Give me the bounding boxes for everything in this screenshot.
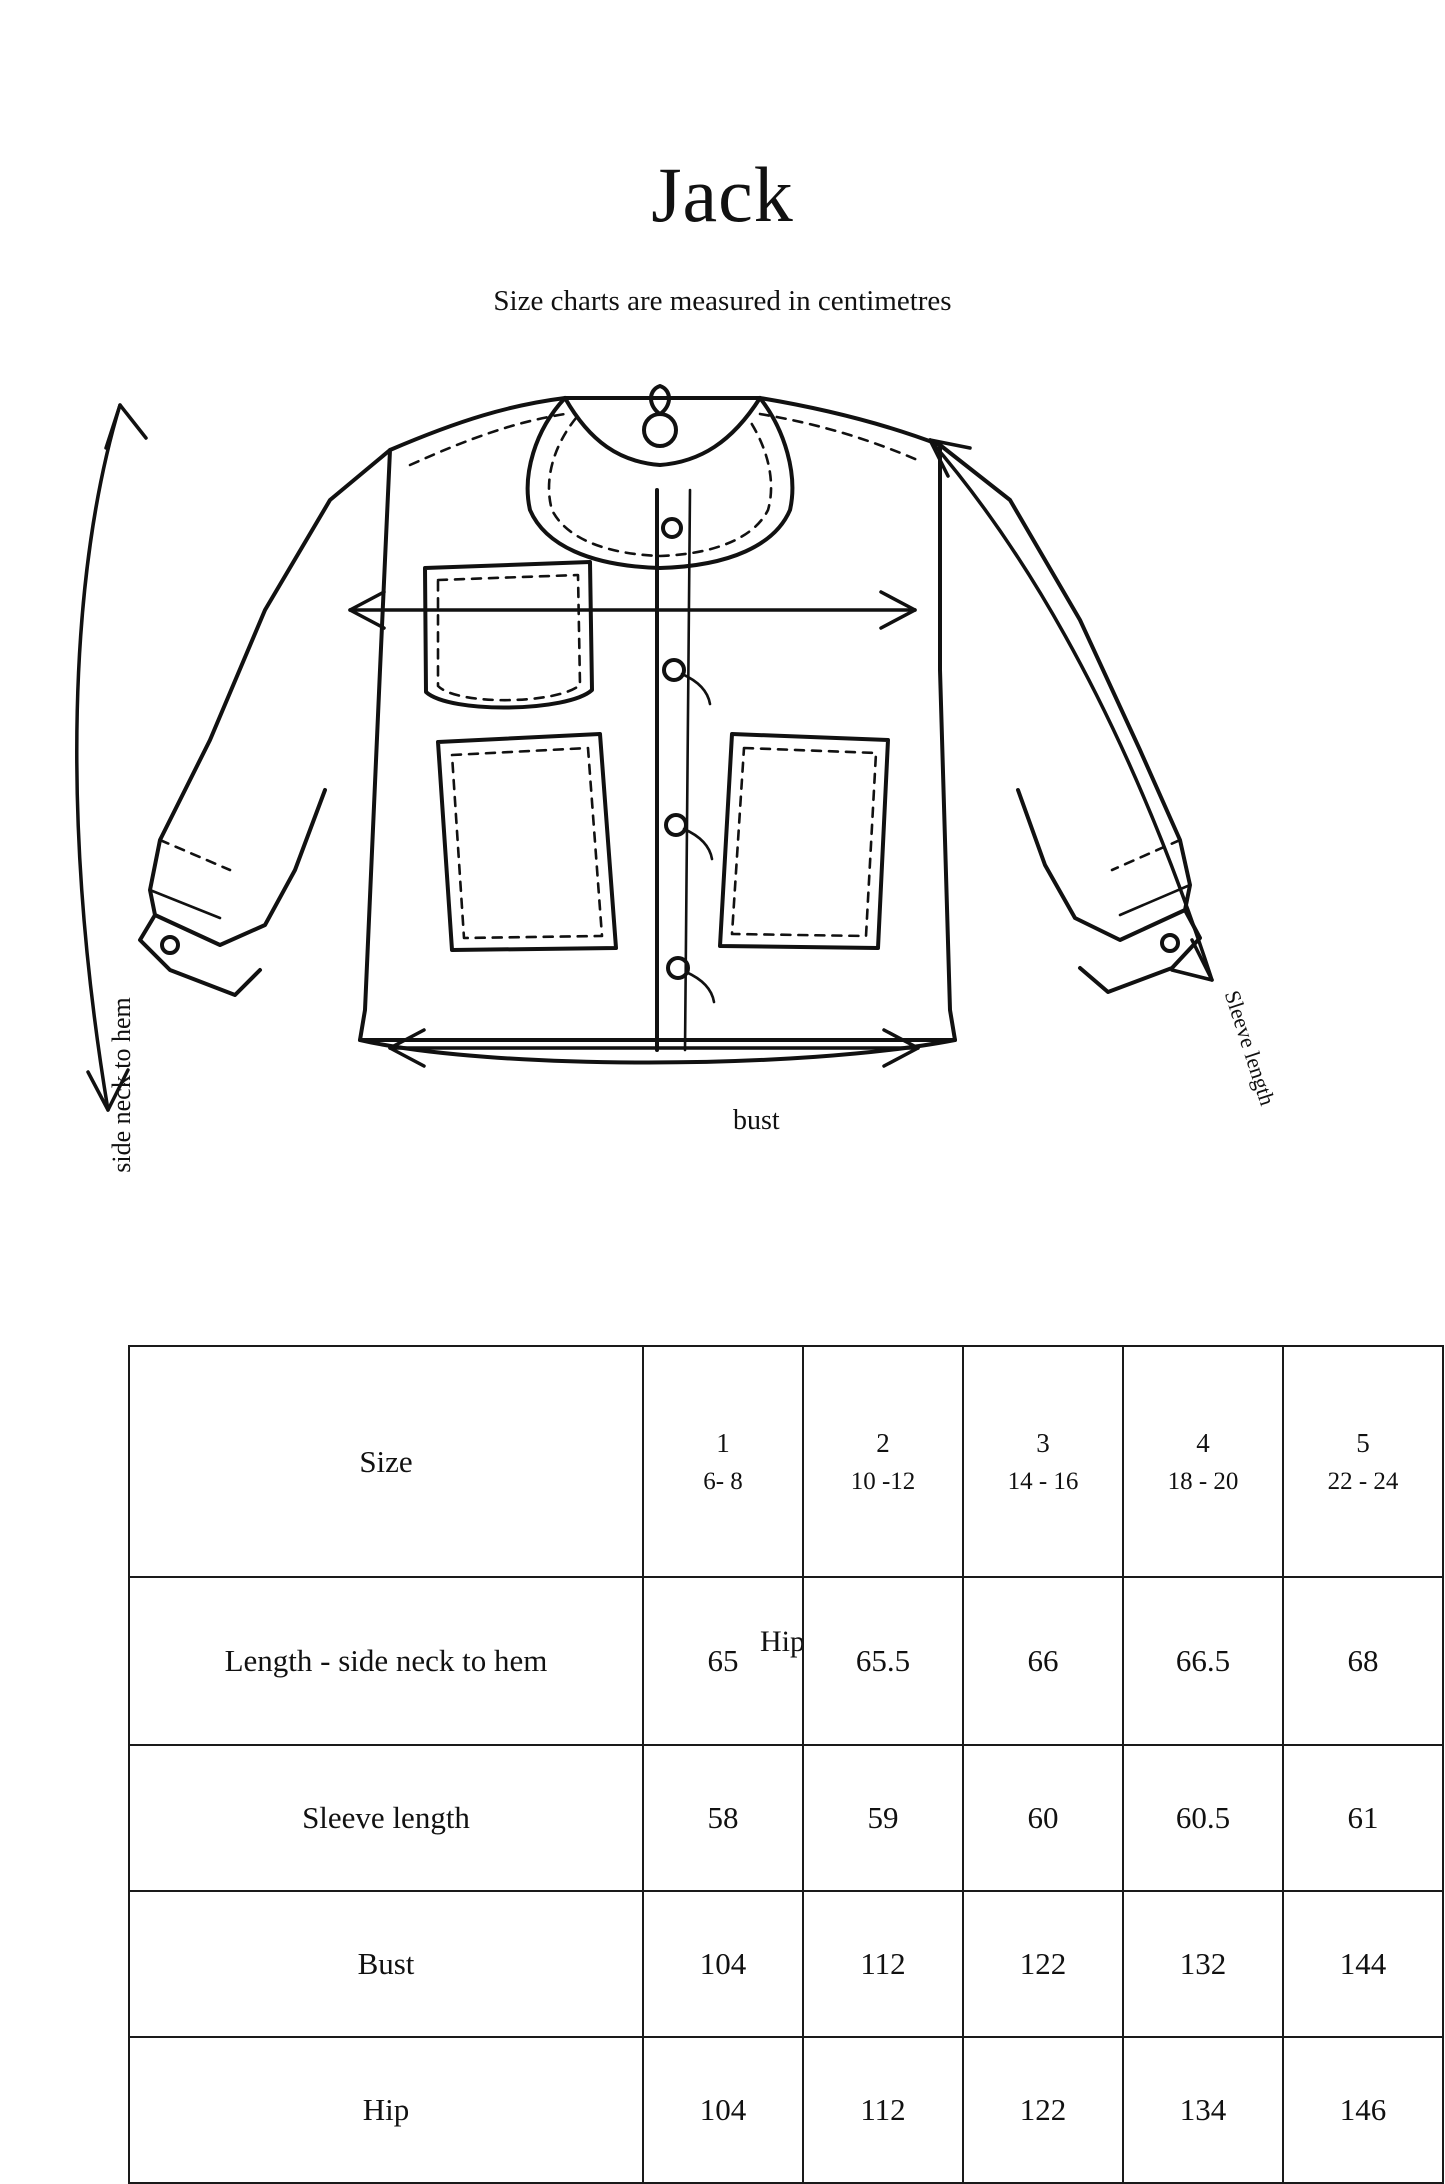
cell-bust-4: 132 <box>1123 1891 1283 2037</box>
size-number: 2 <box>876 1427 890 1458</box>
cell-hip-1: 104 <box>643 2037 803 2183</box>
row-label-length: Length - side neck to hem <box>129 1577 643 1745</box>
cell-hip-4: 134 <box>1123 2037 1283 2183</box>
table-row <box>129 2037 1443 2183</box>
cell-sleeve-4: 60.5 <box>1123 1745 1283 1891</box>
label-sleeve-length: Sleeve length <box>1219 987 1281 1109</box>
table-row <box>129 1891 1443 2037</box>
cell-length-2: 65.5 <box>803 1577 963 1745</box>
size-chart-table <box>128 1345 1444 2184</box>
page-title: Jack <box>651 151 794 238</box>
size-range: 10 -12 <box>850 1468 916 1495</box>
table-row <box>129 1577 1443 1745</box>
cell-length-5: 68 <box>1283 1577 1443 1745</box>
cell-sleeve-2: 59 <box>803 1745 963 1891</box>
cell-hip-3: 122 <box>963 2037 1123 2183</box>
size-range: 22 - 24 <box>1327 1468 1399 1495</box>
table-column-size-3 <box>963 1346 1123 1577</box>
size-range: 6- 8 <box>703 1468 743 1495</box>
size-range: 14 - 16 <box>1007 1468 1079 1495</box>
cell-bust-3: 122 <box>963 1891 1123 2037</box>
table-column-size-1 <box>643 1346 803 1577</box>
size-number: 5 <box>1356 1427 1370 1458</box>
label-bust: bust <box>725 1105 788 1137</box>
cell-hip-2: 112 <box>803 2037 963 2183</box>
cell-length-4: 66.5 <box>1123 1577 1283 1745</box>
page-subtitle: Size charts are measured in centimetres <box>493 285 952 317</box>
cell-length-1: 65 <box>643 1577 803 1745</box>
size-number: 1 <box>716 1427 730 1458</box>
row-label-sleeve: Sleeve length <box>129 1745 643 1891</box>
cell-bust-1: 104 <box>643 1891 803 2037</box>
row-label-hip: Hip <box>129 2037 643 2183</box>
size-number: 3 <box>1036 1427 1050 1458</box>
cell-bust-5: 144 <box>1283 1891 1443 2037</box>
size-range: 18 - 20 <box>1167 1468 1239 1495</box>
cell-sleeve-3: 60 <box>963 1745 1123 1891</box>
table-column-size-5 <box>1283 1346 1443 1577</box>
table-header-row <box>129 1346 1443 1577</box>
table-column-size-4 <box>1123 1346 1283 1577</box>
cell-hip-5: 146 <box>1283 2037 1443 2183</box>
table-column-size-2 <box>803 1346 963 1577</box>
table-row <box>129 1745 1443 1891</box>
row-label-bust: Bust <box>129 1891 643 2037</box>
cell-sleeve-5: 61 <box>1283 1745 1443 1891</box>
cell-sleeve-1: 58 <box>643 1745 803 1891</box>
size-number: 4 <box>1196 1427 1210 1458</box>
label-hip: Hip <box>760 1625 805 1658</box>
label-side-neck-to-hem: side neck to hem <box>107 997 136 1173</box>
table-corner-label: Size <box>129 1346 643 1577</box>
cell-bust-2: 112 <box>803 1891 963 2037</box>
cell-length-3: 66 <box>963 1577 1123 1745</box>
